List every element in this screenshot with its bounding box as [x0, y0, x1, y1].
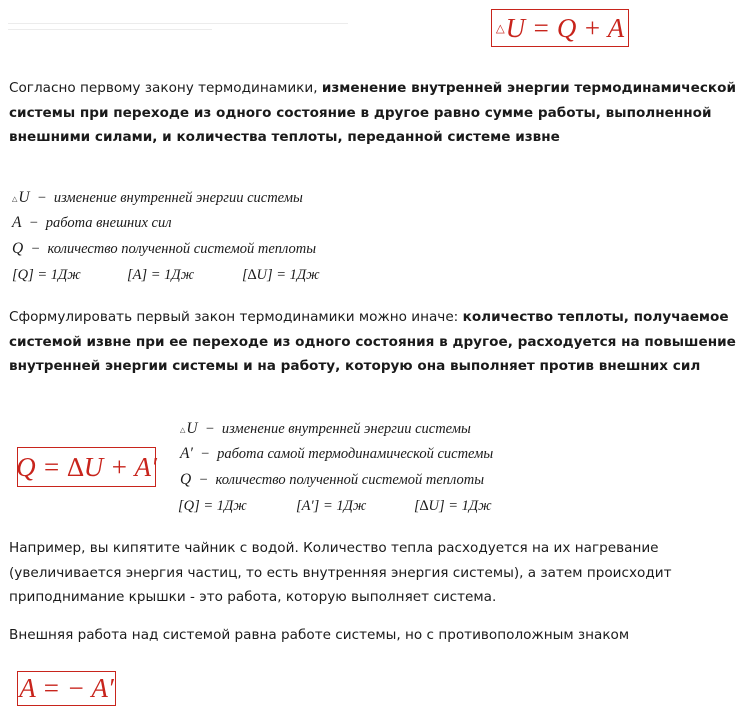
paragraph-alt-law-lead: Сформулировать первый закон термодинамики можно иначе:: [9, 309, 463, 325]
legend2-du-symbol: U: [186, 420, 198, 437]
paragraph-alt-law: [9, 305, 741, 379]
legend1-q-symbol: Q: [12, 240, 24, 257]
paragraph-first-law-bold: изменение внутренней энергии термодинамической системы при переходе из одного состояние в другое равно сумме работы, выполненной внешними силами, и количества теплоты, переданной системе извне: [9, 80, 737, 145]
faded-header-text: [8, 18, 348, 34]
paragraph-external-work-text: Внешняя работа над системой равна работе системы, но с противоположным знаком: [9, 627, 630, 643]
legend2-a-symbol: A′: [180, 445, 193, 462]
legend2-du-text: изменение внутренней энергии системы: [221, 421, 471, 437]
formula-alt-law: [17, 447, 156, 487]
paragraph-first-law-lead: Согласно первому закону термодинамики,: [9, 80, 322, 96]
legend2-q-symbol: Q: [180, 471, 192, 488]
paragraph-external-work: [9, 623, 741, 648]
legend1-a: A − работа внешних сил: [12, 214, 172, 231]
legend2-a-text: работа самой термодинамической системы: [217, 446, 494, 462]
paragraph-first-law: [9, 76, 741, 150]
legend2-du: △U − изменение внутренней энергии системы: [180, 420, 471, 437]
formula-first-law: [491, 9, 629, 47]
legend2-q-text: количество полученной системой теплоты: [215, 472, 485, 488]
legend1-unit-a: [A] = 1Дж: [127, 267, 195, 283]
legend2-unit-du: [∆U] = 1Дж: [414, 498, 492, 514]
formula-work-relation: [17, 671, 116, 706]
legend2-a: A′ − работа самой термодинамической системы: [180, 445, 494, 462]
paragraph-alt-law-bold: количество теплоты, получаемое системой извне при ее переходе из одного состояния в другое, расходуется на повышение внутренней энергии системы и на работу, которую она выполняет против внешних сил: [9, 309, 736, 374]
legend1-units: [12, 265, 352, 285]
delta-symbol: △: [495, 23, 505, 35]
legend2-q: Q − количество полученной системой теплоты: [180, 471, 485, 488]
legend2-unit-a: [A′] = 1Дж: [296, 498, 367, 514]
legend1-a-symbol: A: [12, 214, 22, 231]
legend1-unit-q: [Q] = 1Дж: [12, 267, 81, 283]
legend2-unit-q: [Q] = 1Дж: [178, 498, 247, 514]
legend1-du-text: изменение внутренней энергии системы: [53, 190, 303, 206]
legend1-du-symbol: U: [18, 189, 30, 206]
legend1-unit-du: [∆U] = 1Дж: [242, 267, 320, 283]
legend1-a-text: работа внешних сил: [45, 215, 172, 231]
formula-first-law-text: U = Q + A: [505, 12, 625, 43]
formula-alt-law-text: Q = ∆U + A′: [16, 451, 157, 482]
paragraph-example-text: Например, вы кипятите чайник с водой. Количество тепла расходуется на их нагревание (увеличивается энергия частиц, то есть внутренняя энергия системы), а затем происходит приподнимание крышки - это работа, которую выполняет система.: [9, 540, 672, 605]
legend1-q: Q − количество полученной системой теплоты: [12, 240, 317, 257]
legend1-q-text: количество полученной системой теплоты: [47, 241, 317, 257]
legend2-units: [178, 496, 518, 516]
formula-work-relation-text: A = − A′: [19, 673, 114, 703]
paragraph-example: [9, 536, 724, 610]
legend1-du: △U − изменение внутренней энергии системы: [12, 189, 303, 206]
